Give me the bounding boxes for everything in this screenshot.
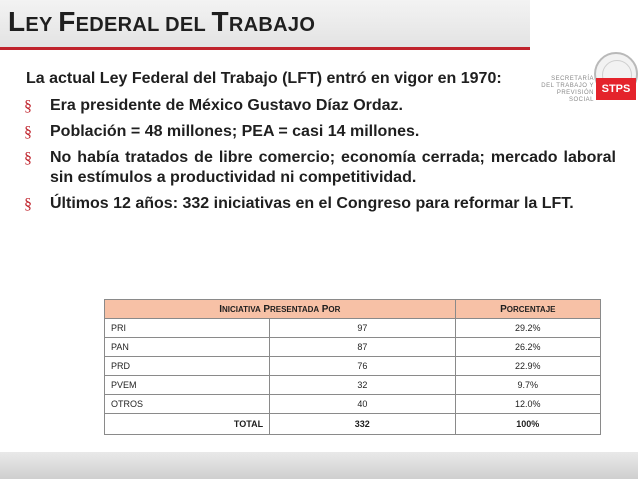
bullet-text: No había tratados de libre comercio; economía cerrada; mercado laboral sin estímulos a productividad ni competitividad. [50, 149, 616, 186]
slide-title [8, 6, 315, 38]
table-total-row [105, 414, 601, 435]
row-party: PVEM [105, 376, 270, 395]
initiatives-table-grid [104, 299, 601, 435]
bullet-item [24, 122, 616, 142]
header-initiative: INICIATIVA PRESENTADA POR [105, 300, 456, 319]
footer-band [0, 452, 638, 479]
intro-text: La actual Ley Federal del Trabajo (LFT) entró en vigor en 1970: [26, 70, 502, 87]
row-percent: 29.2% [455, 319, 600, 338]
title-cap-3: T [211, 6, 229, 37]
total-count: 332 [270, 414, 455, 435]
total-label: TOTAL [105, 414, 270, 435]
bullet-text: Población = 48 millones; PEA = casi 14 millones. [50, 123, 420, 140]
row-count: 32 [270, 376, 455, 395]
secretaria-label: SECRETARÍA DEL TRABAJO Y PREVISIÓN SOCIAL [541, 76, 594, 103]
table-row [105, 319, 601, 338]
bullet-marker-icon: § [24, 150, 32, 167]
table-row [105, 357, 601, 376]
bullet-marker-icon: § [24, 196, 32, 213]
bullet-item [24, 148, 616, 188]
bullet-item [24, 96, 616, 116]
row-count: 76 [270, 357, 455, 376]
row-party: PAN [105, 338, 270, 357]
table-row [105, 338, 601, 357]
table-row [105, 376, 601, 395]
row-percent: 12.0% [455, 395, 600, 414]
total-percent: 100% [455, 414, 600, 435]
header-percentage: PORCENTAJE [455, 300, 600, 319]
title-underline [0, 47, 588, 50]
bullet-marker-icon: § [24, 124, 32, 141]
title-rest-2: EDERAL DEL [75, 14, 212, 36]
row-count: 40 [270, 395, 455, 414]
row-party: PRD [105, 357, 270, 376]
stps-logo: STPS [596, 78, 636, 100]
row-party: PRI [105, 319, 270, 338]
bullet-item [24, 194, 616, 214]
row-count: 97 [270, 319, 455, 338]
row-percent: 22.9% [455, 357, 600, 376]
title-rest-1: EY [25, 14, 59, 36]
title-rest-3: RABAJO [228, 14, 316, 36]
row-percent: 26.2% [455, 338, 600, 357]
bullet-marker-icon: § [24, 98, 32, 115]
bullet-text: Últimos 12 años: 332 iniciativas en el Congreso para reformar la LFT. [50, 195, 574, 212]
bullet-list [24, 96, 616, 220]
row-count: 87 [270, 338, 455, 357]
initiatives-table [104, 299, 601, 435]
row-party: OTROS [105, 395, 270, 414]
bullet-text: Era presidente de México Gustavo Díaz Ordaz. [50, 97, 403, 114]
title-cap-2: F [58, 6, 76, 37]
table-row [105, 395, 601, 414]
table-header-row [105, 300, 601, 319]
row-percent: 9.7% [455, 376, 600, 395]
title-cap-1: L [8, 6, 26, 37]
